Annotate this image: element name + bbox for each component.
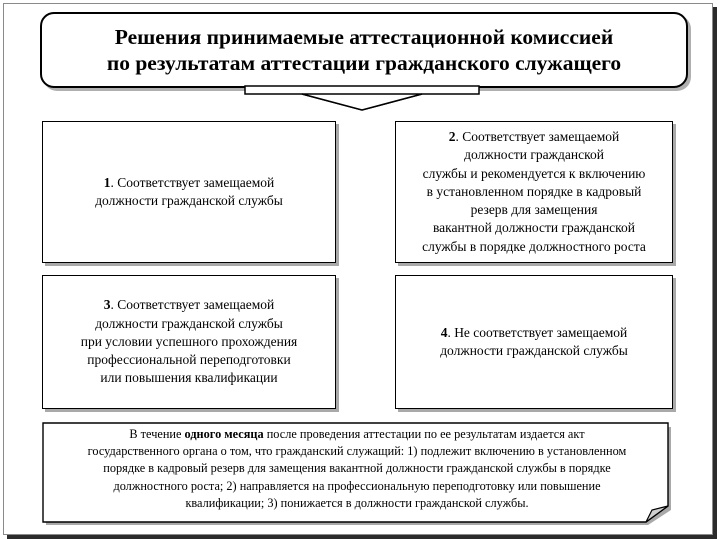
note-line-2: государственного органа о том, что гражданский служащий: 1) подлежит включению в установленном — [87, 444, 627, 459]
note-line-4: должностного роста; 2) направляется на профессиональную переподготовку или повышение — [113, 478, 601, 493]
decision-1-line-2: должности гражданской службы — [95, 193, 283, 208]
decision-4-number: 4 — [440, 324, 448, 340]
title-box — [40, 12, 688, 88]
decision-3-line-2: должности гражданской службы — [95, 315, 283, 331]
note-box — [42, 422, 672, 526]
decision-box-1: 1. Соответствует замещаемой должности гражданской службы — [42, 121, 336, 263]
decision-2-number: 2 — [448, 129, 456, 145]
decision-2-line-6: вакантной должности гражданской — [432, 220, 636, 236]
decision-box-4: 4. Не соответствует замещаемой должности гражданской службы — [395, 275, 673, 409]
down-arrow-icon — [244, 85, 480, 111]
decision-3-line-4: профессиональной переподготовки — [87, 352, 291, 368]
decision-2-line-4: в установленном порядке в кадровый — [426, 183, 642, 199]
decision-1-number: 1 — [103, 174, 111, 190]
note-line-1-bold: одного месяца — [184, 427, 264, 441]
decision-3-line-1: Соответствует замещаемой — [117, 297, 275, 313]
decision-1-line-1: Соответствует замещаемой — [117, 174, 275, 190]
title-line-1: Решения принимаемые аттестационной комиссией — [114, 24, 614, 49]
decision-box-2: 2. Соответствует замещаемой должности гражданской службы и рекомендуется к включению в установленном порядке в кадровый резерв для замещения вакантной должности гражданской службы в порядке должностного роста — [395, 121, 673, 263]
note-line-1-post: после проведения аттестации по ее результатам издается акт — [263, 427, 585, 441]
decision-2-line-5: резерв для замещения — [470, 202, 598, 218]
note-line-3: порядке в кадровый резерв для замещения вакантной должности гражданской службы в порядке — [103, 461, 611, 476]
decision-3-number: 3 — [103, 297, 111, 313]
decision-3-line-3: при условии успешного прохождения — [80, 333, 298, 349]
decision-box-3: 3. Соответствует замещаемой должности гражданской службы при условии успешного прохождения профессиональной переподготовки или повышения квалификации — [42, 275, 336, 409]
decision-2-line-3: службы и рекомендуется к включению — [422, 165, 646, 181]
decision-4-line-2: должности гражданской службы — [440, 343, 628, 358]
decision-2-line-7: службы в порядке должностного роста — [422, 238, 646, 254]
decision-2-line-1: Соответствует замещаемой — [462, 129, 620, 145]
decision-3-line-5: или повышения квалификации — [100, 370, 278, 386]
decision-2-line-2: должности гражданской — [464, 147, 604, 163]
title-line-2: по результатам аттестации гражданского служащего — [106, 51, 622, 75]
note-line-5: квалификации; 3) понижается в должности гражданской службы. — [185, 495, 529, 510]
decision-4-line-1: Не соответствует замещаемой — [454, 324, 628, 340]
note-line-1-pre: В течение — [129, 427, 185, 441]
